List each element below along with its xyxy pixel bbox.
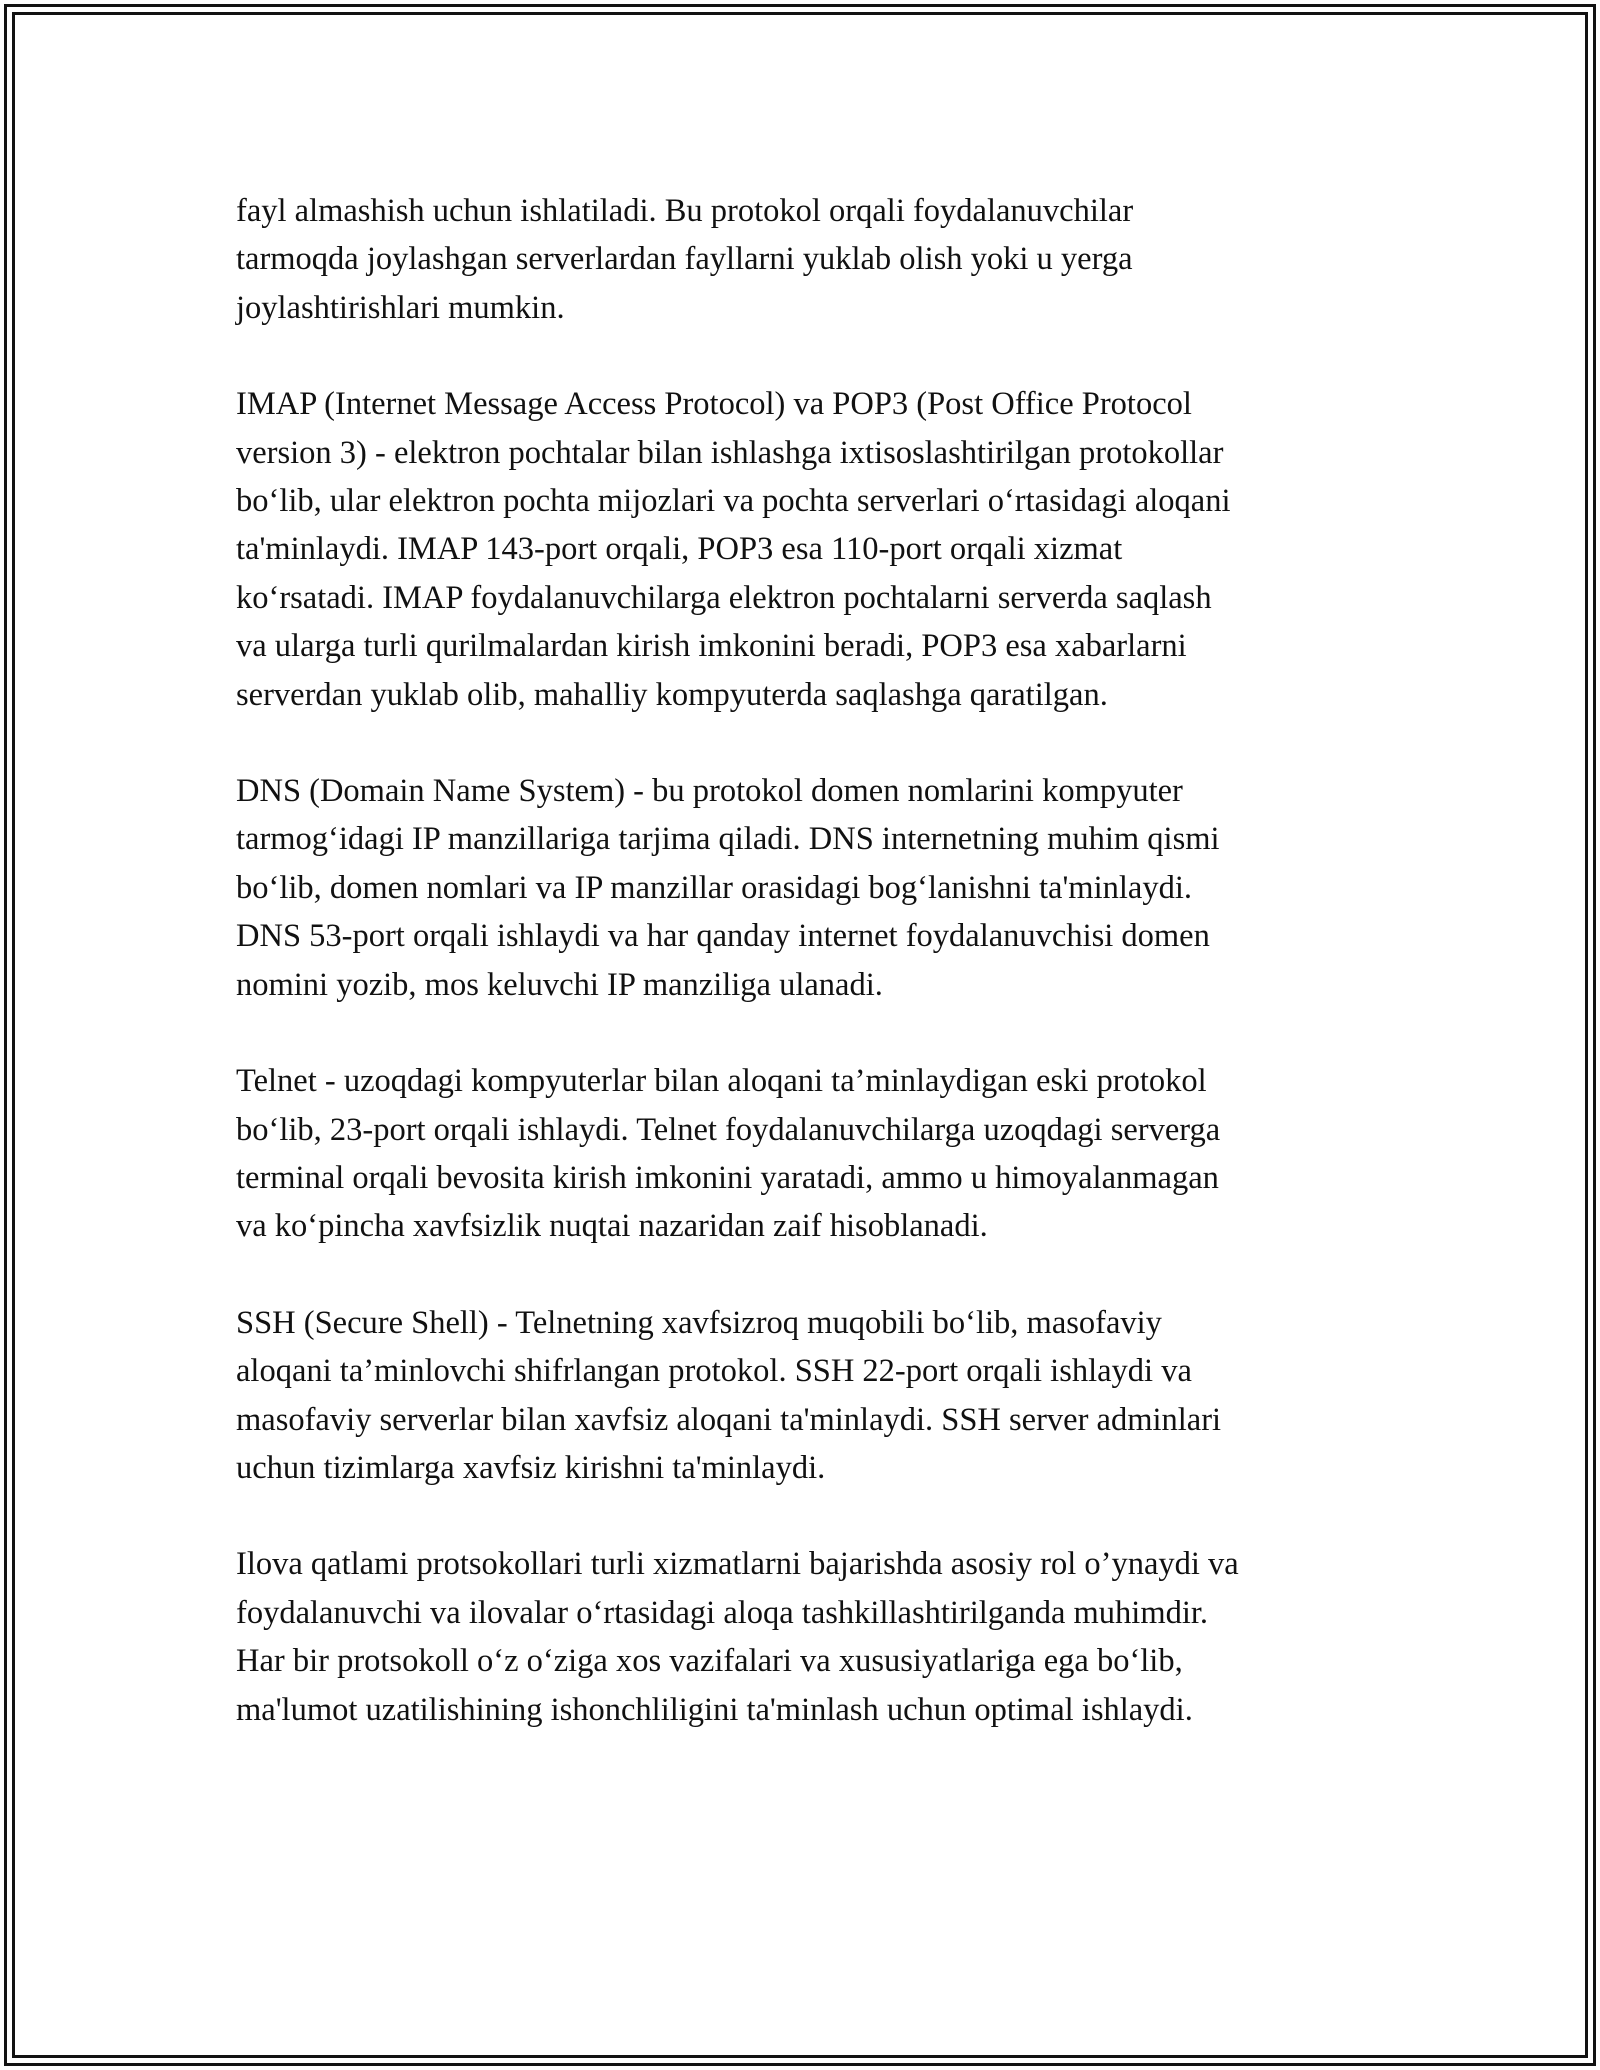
- text-line: va ularga turli qurilmalardan kirish imkonini beradi, POP3 esa xabarlarni: [236, 628, 1187, 665]
- text-line: DNS 53-port orqali ishlaydi va har qanday internet foydalanuvchisi domen: [236, 918, 1210, 955]
- text-line: Har bir protsokoll o‘z o‘ziga xos vazifalari va xususiyatlariga ega bo‘lib,: [236, 1643, 1183, 1680]
- text-line: va ko‘pincha xavfsizlik nuqtai nazaridan zaif hisoblanadi.: [236, 1208, 988, 1245]
- text-line: version 3) - elektron pochtalar bilan ishlashga ixtisoslashtirilgan protokollar: [236, 434, 1224, 471]
- text-line: ta'minlaydi. IMAP 143-port orqali, POP3 esa 110-port orqali xizmat: [236, 531, 1123, 568]
- text-line: ma'lumot uzatilishining ishonchliligini ta'minlash uchun optimal ishlaydi.: [236, 1691, 1193, 1728]
- text-line: aloqani ta’minlovchi shifrlangan protokol. SSH 22-port orqali ishlaydi va: [236, 1353, 1192, 1390]
- text-line: bo‘lib, domen nomlari va IP manzillar orasidagi bog‘lanishni ta'minlaydi.: [236, 869, 1192, 906]
- text-line: nomini yozib, mos keluvchi IP manziliga ulanadi.: [236, 966, 883, 1003]
- text-line: Ilova qatlami protsokollari turli xizmatlarni bajarishda asosiy rol o’ynaydi va: [236, 1546, 1239, 1583]
- text-line: masofaviy serverlar bilan xavfsiz aloqani ta'minlaydi. SSH server adminlari: [236, 1401, 1222, 1438]
- text-line: Telnet - uzoqdagi kompyuterlar bilan aloqani ta’minlaydigan eski protokol: [236, 1063, 1207, 1100]
- text-line: fayl almashish uchun ishlatiladi. Bu protokol orqali foydalanuvchilar: [236, 193, 1134, 229]
- text-line: bo‘lib, 23-port orqali ishlaydi. Telnet foydalanuvchilarga uzoqdagi serverga: [236, 1111, 1221, 1148]
- text-line: IMAP (Internet Message Access Protocol) va POP3 (Post Office Protocol: [236, 386, 1192, 423]
- text-line: uchun tizimlarga xavfsiz kirishni ta'minlaydi.: [236, 1449, 826, 1486]
- text-line: tarmog‘idagi IP manzillariga tarjima qiladi. DNS internetning muhim qismi: [236, 821, 1220, 858]
- text-line: bo‘lib, ular elektron pochta mijozlari va pochta serverlari o‘rtasidagi aloqani: [236, 483, 1231, 520]
- text-line: joylashtirishlari mumkin.: [236, 289, 565, 326]
- text-line: DNS (Domain Name System) - bu protokol domen nomlarini kompyuter: [236, 773, 1183, 810]
- text-line: serverdan yuklab olib, mahalliy kompyuterda saqlashga qaratilgan.: [236, 676, 1108, 713]
- paragraph-conclusion: [236, 1540, 1376, 1734]
- text-line: terminal orqali bevosita kirish imkonini yaratadi, ammo u himoyalanmagan: [236, 1159, 1219, 1196]
- paragraph-imap-pop3: [236, 380, 1376, 719]
- document-body: [236, 187, 1376, 1782]
- paragraph-telnet: [236, 1057, 1376, 1251]
- paragraph-ssh: [236, 1299, 1376, 1493]
- text-line: ko‘rsatadi. IMAP foydalanuvchilarga elektron pochtalarni serverda saqlash: [236, 579, 1212, 616]
- text-line: tarmoqda joylashgan serverlardan fayllarni yuklab olish yoki u yerga: [236, 241, 1133, 278]
- paragraph-dns: [236, 767, 1376, 1009]
- paragraph-ftp-continuation: [236, 187, 1376, 332]
- text-line: foydalanuvchi va ilovalar o‘rtasidagi aloqa tashkillashtirilganda muhimdir.: [236, 1594, 1209, 1631]
- text-line: SSH (Secure Shell) - Telnetning xavfsizroq muqobili bo‘lib, masofaviy: [236, 1304, 1162, 1341]
